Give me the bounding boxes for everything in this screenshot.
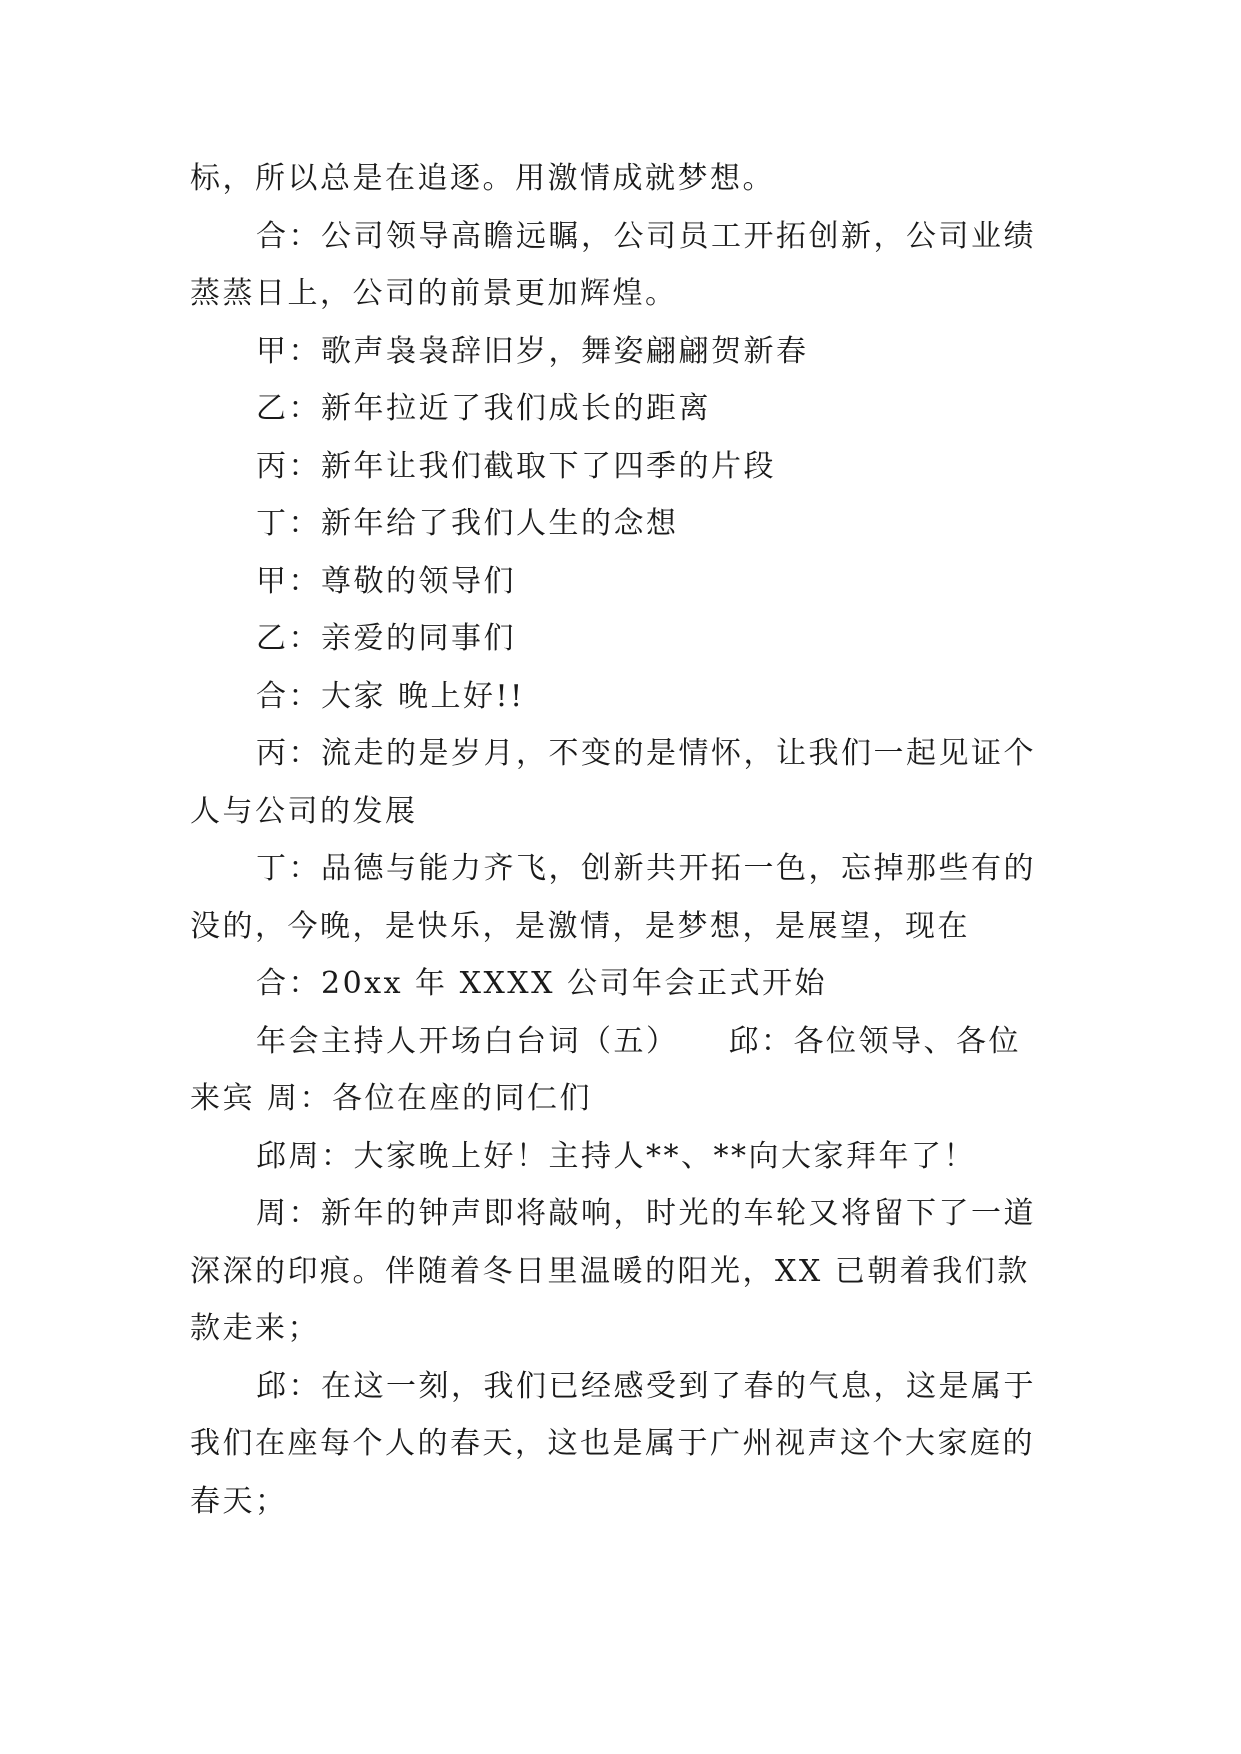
- paragraph: 邱周：大家晚上好！主持人**、**向大家拜年了！: [256, 1138, 976, 1174]
- paragraph: 丁：品德与能力齐飞，创新共开拓一色，忘掉那些有的没的，今晚，是快乐，是激情，是梦想，是展望，现在: [190, 851, 1036, 944]
- paragraph: 丙：新年让我们截取下了四季的片段: [256, 448, 776, 484]
- paragraph: 丙：流走的是岁月，不变的是情怀，让我们一起见证个人与公司的发展: [190, 736, 1036, 829]
- paragraph: 周：新年的钟声即将敲响，时光的车轮又将留下了一道深深的印痕。伴随着冬日里温暖的阳光，XX 已朝着我们款款走来；: [190, 1196, 1036, 1346]
- paragraph: 乙：亲爱的同事们: [256, 621, 516, 656]
- paragraph: 年会主持人开场白台词（五） 邱：各位领导、各位来宾 周：各位在座的同仁们: [190, 1023, 1021, 1116]
- paragraph: 邱：在这一刻，我们已经感受到了春的气息，这是属于我们在座每个人的春天，这也是属于广州视声这个大家庭的春天；: [190, 1368, 1036, 1519]
- paragraph: 乙：新年拉近了我们成长的距离: [256, 391, 711, 426]
- paragraph: 合：大家 晚上好!!: [256, 678, 525, 714]
- paragraph: 合：20xx 年 XXXX 公司年会正式开始: [256, 966, 828, 1001]
- paragraph: 丁：新年给了我们人生的念想: [256, 506, 679, 541]
- paragraph: 标，所以总是在追逐。用激情成就梦想。: [190, 161, 775, 196]
- paragraph: 甲：歌声袅袅辞旧岁，舞姿翩翩贺新春: [256, 333, 809, 369]
- paragraph: 合：公司领导高瞻远瞩，公司员工开拓创新，公司业绩蒸蒸日上，公司的前景更加辉煌。: [190, 218, 1036, 311]
- document-body: [190, 150, 1050, 1530]
- paragraph: 甲：尊敬的领导们: [256, 563, 516, 599]
